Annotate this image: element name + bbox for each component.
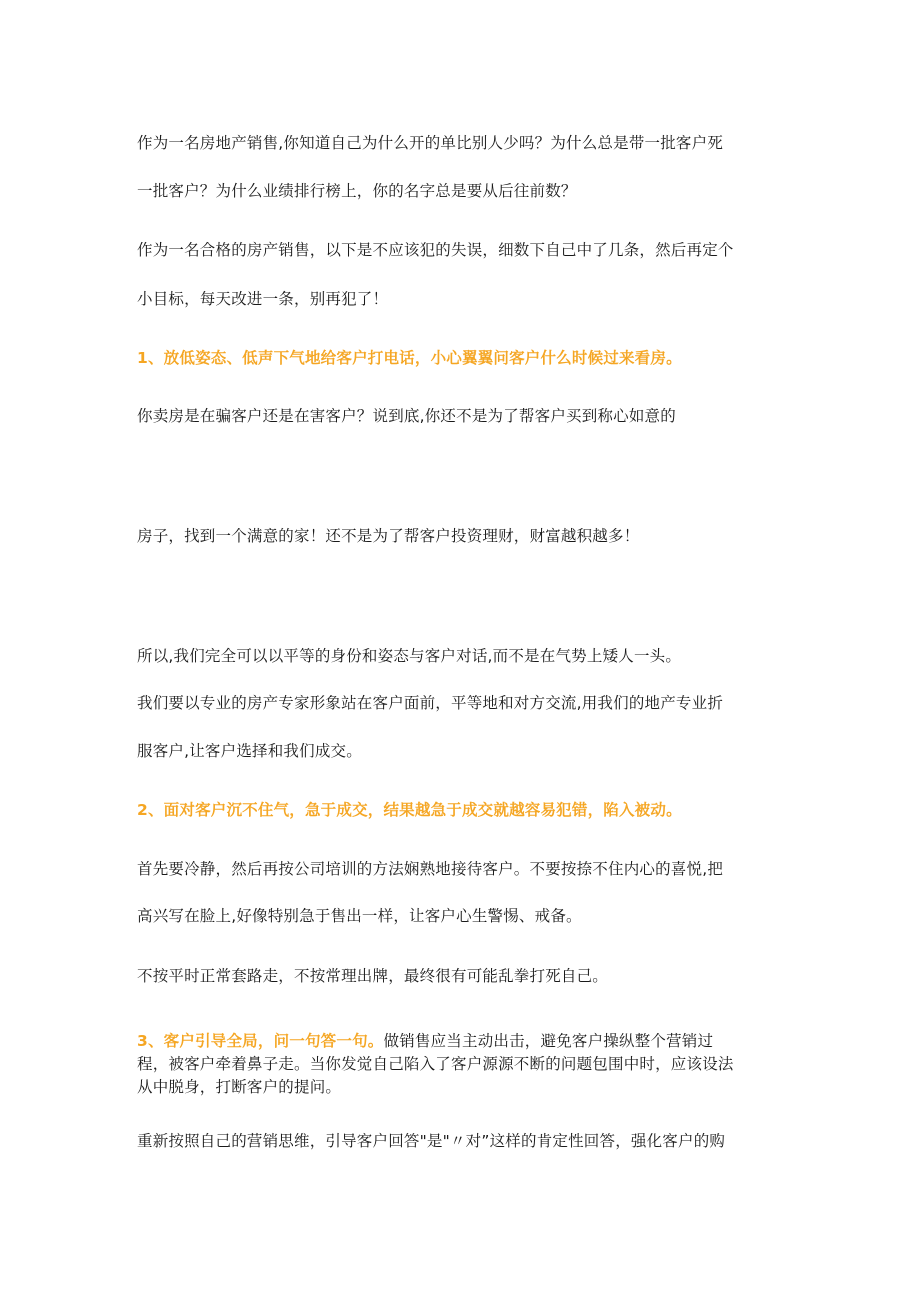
section-3-line-2: 程，被客户牵着鼻子走。当你发觉自己陷入了客户源源不断的问题包围中时，应该设法 xyxy=(137,1055,734,1073)
section-1-line-4: 我们要以专业的房产专家形象站在客户面前，平等地和对方交流,用我们的地产专业折 xyxy=(137,694,724,712)
intro-paragraph-1-line-2: 一批客户？为什么业绩排行榜上，你的名字总是要从后往前数？ xyxy=(137,182,577,200)
section-1-line-5: 服客户,让客户选择和我们成交。 xyxy=(137,742,362,760)
section-1-line-2: 房子，找到一个满意的家！还不是为了帮客户投资理财，财富越积越多！ xyxy=(137,527,640,545)
section-3-line-1 xyxy=(137,1031,713,1051)
section-3-line-4: 重新按照自己的营销思维，引导客户回答"是"〃对”这样的肯定性回答，强化客户的购 xyxy=(137,1132,726,1150)
section-2-line-3: 不按平时正常套路走，不按常理出牌，最终很有可能乱拳打死自己。 xyxy=(137,967,609,985)
section-1-heading: 1、放低姿态、低声下气地给客户打电话，小心翼翼问客户什么时候过来看房。 xyxy=(137,349,682,367)
intro-paragraph-2-line-2: 小目标，每天改进一条，别再犯了！ xyxy=(137,290,389,308)
section-3-line-3: 从中脱身，打断客户的提问。 xyxy=(137,1078,342,1096)
intro-paragraph-1-line-1: 作为一名房地产销售,你知道自己为什么开的单比别人少吗？为什么总是带一批客户死 xyxy=(137,134,724,152)
section-2-heading: 2、面对客户沉不住气，急于成交，结果越急于成交就越容易犯错，陷入被动。 xyxy=(137,801,682,819)
section-1-line-1: 你卖房是在骗客户还是在害客户？说到底,你还不是为了帮客户买到称心如意的 xyxy=(137,407,676,425)
section-1-line-3: 所以,我们完全可以以平等的身份和姿态与客户对话,而不是在气势上矮人一头。 xyxy=(137,647,682,665)
intro-paragraph-2-line-1: 作为一名合格的房产销售，以下是不应该犯的失误，细数下自己中了几条，然后再定个 xyxy=(137,241,734,259)
section-3-line-1-rest: 做销售应当主动出击，避免客户操纵整个营销过 xyxy=(383,1032,714,1050)
section-3-heading: 3、客户引导全局，问一句答一句。 xyxy=(137,1032,384,1050)
section-2-line-1: 首先要冷静，然后再按公司培训的方法娴熟地接待客户。不要按捺不住内心的喜悦,把 xyxy=(137,860,724,878)
section-2-line-2: 高兴写在脸上,好像特别急于售出一样，让客户心生警惕、戒备。 xyxy=(137,907,582,925)
